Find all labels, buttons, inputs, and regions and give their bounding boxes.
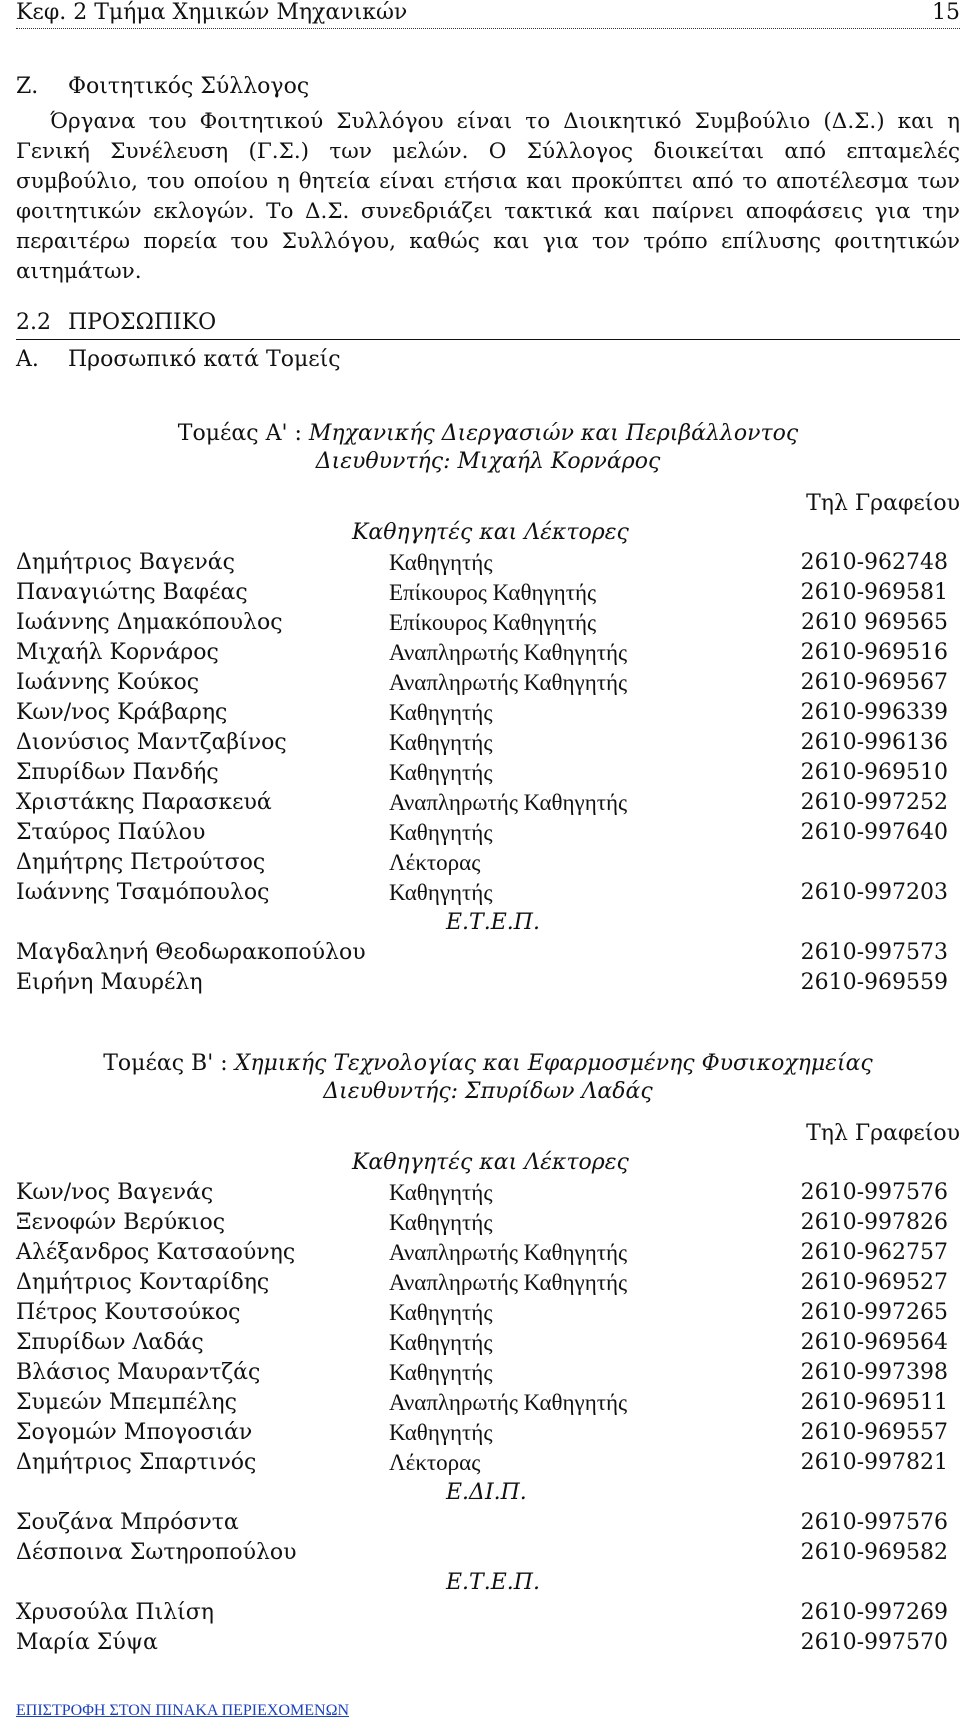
staff-rank: Αναπληρωτής Καθηγητής (389, 790, 628, 815)
staff-phone: 2610-969510 (800, 760, 948, 785)
staff-name: Πέτρος Κουτσούκος (16, 1300, 241, 1325)
faculty-group-header (16, 518, 960, 548)
sector-title (16, 420, 960, 448)
staff-name: Χριστάκης Παρασκευά (16, 790, 272, 815)
staff-row (16, 1448, 960, 1478)
staff-phone: 2610-997640 (800, 820, 948, 845)
faculty-group-header (16, 1148, 960, 1178)
student-union-paragraph (16, 107, 960, 287)
staff-phone: 2610-997269 (800, 1600, 948, 1625)
staff-phone: 2610-996339 (800, 700, 948, 725)
staff-row (16, 1298, 960, 1328)
sector-title (16, 1050, 960, 1078)
staff-name: Διονύσιος Μαντζαβίνος (16, 730, 287, 755)
staff-row (16, 938, 960, 968)
staff-name: Παναγιώτης Βαφέας (16, 580, 248, 605)
staff-row (16, 818, 960, 848)
sector-director: Διευθυντής: Μιχαήλ Κορνάρος (315, 449, 661, 474)
sector-name: Χημικής Τεχνολογίας και Εφαρμοσμένης Φυσικοχημείας (234, 1051, 873, 1076)
faculty-group-label: Καθηγητές και Λέκτορες (352, 1150, 629, 1175)
staff-row (16, 1178, 960, 1208)
staff-row (16, 1628, 960, 1658)
staff-row (16, 1268, 960, 1298)
subsection-letter: Ζ. (16, 74, 39, 99)
staff-row (16, 578, 960, 608)
chapter-title: Κεφ. 2 Τμήμα Χημικών Μηχανικών (16, 0, 408, 25)
staff-name: Κων/νος Κράβαρης (16, 700, 228, 725)
staff-rank: Λέκτορας (389, 1450, 481, 1475)
faculty-list (16, 1178, 960, 1478)
staff-phone: 2610-969516 (800, 640, 948, 665)
staff-phone: 2610-969581 (800, 580, 948, 605)
staff-rank: Αναπληρωτής Καθηγητής (389, 1270, 628, 1295)
subsection-title: Προσωπικό κατά Τομείς (68, 347, 341, 372)
sector-name: Μηχανικής Διεργασιών και Περιβάλλοντος (308, 421, 799, 446)
staff-phone: 2610-962757 (800, 1240, 948, 1265)
edip-group-header (16, 1478, 960, 1508)
etep-group-label: Ε.Τ.Ε.Π. (446, 910, 540, 935)
etep-list (16, 1598, 960, 1658)
faculty-group-label: Καθηγητές και Λέκτορες (352, 520, 629, 545)
staff-name: Δημήτρης Πετρούτσος (16, 850, 266, 875)
staff-phone: 2610-969564 (800, 1330, 948, 1355)
staff-name: Ιωάννης Κούκος (16, 670, 200, 695)
staff-rank: Καθηγητής (389, 1180, 493, 1205)
staff-name: Δέσποινα Σωτηροπούλου (16, 1540, 297, 1565)
back-to-contents-link[interactable]: ΕΠΙΣΤΡΟΦΗ ΣΤΟΝ ΠΙΝΑΚΑ ΠΕΡΙΕΧΟΜΕΝΩΝ (16, 1702, 350, 1719)
staff-row (16, 968, 960, 998)
etep-group-header (16, 908, 960, 938)
staff-phone: 2610-969527 (800, 1270, 948, 1295)
staff-phone: 2610-969567 (800, 670, 948, 695)
staff-row (16, 848, 960, 878)
staff-name: Ιωάννης Δημακόπουλος (16, 610, 283, 635)
staff-row (16, 1388, 960, 1418)
staff-rank: Καθηγητής (389, 550, 493, 575)
staff-name: Αλέξανδρος Κατσαούνης (16, 1240, 296, 1265)
phone-column-header: Τηλ Γραφείου (806, 1121, 960, 1146)
running-header (16, 0, 960, 26)
staff-name: Κων/νος Βαγενάς (16, 1180, 214, 1205)
staff-name: Δημήτριος Σπαρτινός (16, 1450, 257, 1475)
edip-group-label: Ε.ΔΙ.Π. (446, 1480, 527, 1505)
section-number: 2.2 (16, 310, 51, 335)
staff-rank: Επίκουρος Καθηγητής (389, 580, 597, 605)
header-divider (16, 28, 960, 29)
staff-phone: 2610-969582 (800, 1540, 948, 1565)
staff-row (16, 788, 960, 818)
staff-name: Ιωάννης Τσαμόπουλος (16, 880, 270, 905)
section-heading (16, 309, 960, 340)
staff-rank: Καθηγητής (389, 880, 493, 905)
staff-phone: 2610-997265 (800, 1300, 948, 1325)
subsection-letter: Α. (16, 347, 39, 372)
etep-list (16, 938, 960, 998)
staff-row (16, 758, 960, 788)
personnel-heading (16, 346, 960, 374)
staff-rank: Επίκουρος Καθηγητής (389, 610, 597, 635)
staff-rank: Αναπληρωτής Καθηγητής (389, 670, 628, 695)
staff-phone: 2610-969557 (800, 1420, 948, 1445)
staff-phone: 2610-997821 (800, 1450, 948, 1475)
staff-phone: 2610-997398 (800, 1360, 948, 1385)
staff-row (16, 1418, 960, 1448)
document-page (16, 0, 960, 1658)
staff-name: Σογομών Μπογοσιάν (16, 1420, 253, 1445)
staff-phone: 2610-997570 (800, 1630, 948, 1655)
staff-phone: 2610-997573 (800, 940, 948, 965)
staff-name: Δημήτριος Βαγενάς (16, 550, 235, 575)
sector-prefix: Τομέας Α' : (177, 421, 309, 446)
subsection-title: Φοιτητικός Σύλλογος (68, 74, 310, 99)
staff-name: Μαγδαληνή Θεοδωρακοπούλου (16, 940, 366, 965)
staff-rank: Καθηγητής (389, 1300, 493, 1325)
staff-rank: Λέκτορας (389, 850, 481, 875)
phone-column-header: Τηλ Γραφείου (806, 491, 960, 516)
staff-rank: Αναπληρωτής Καθηγητής (389, 1390, 628, 1415)
staff-name: Σταύρος Παύλου (16, 820, 206, 845)
etep-group-label: Ε.Τ.Ε.Π. (446, 1570, 540, 1595)
staff-rank: Καθηγητής (389, 1210, 493, 1235)
sector-prefix: Τομέας Β' : (103, 1051, 235, 1076)
staff-rank: Αναπληρωτής Καθηγητής (389, 1240, 628, 1265)
staff-rank: Καθηγητής (389, 1420, 493, 1445)
student-union-heading (16, 73, 960, 101)
staff-name: Βλάσιος Μαυραντζάς (16, 1360, 261, 1385)
staff-row (16, 1538, 960, 1568)
sector-director: Διευθυντής: Σπυρίδων Λαδάς (323, 1079, 653, 1104)
staff-phone: 2610-969511 (800, 1390, 948, 1415)
staff-row (16, 548, 960, 578)
staff-name: Σπυρίδων Λαδάς (16, 1330, 204, 1355)
sector-a (16, 420, 960, 998)
staff-rank: Αναπληρωτής Καθηγητής (389, 640, 628, 665)
staff-row (16, 608, 960, 638)
staff-row (16, 1208, 960, 1238)
staff-row (16, 1328, 960, 1358)
etep-group-header (16, 1568, 960, 1598)
staff-rank: Καθηγητής (389, 1360, 493, 1385)
staff-name: Σπυρίδων Πανδής (16, 760, 219, 785)
staff-phone: 2610-997576 (800, 1510, 948, 1535)
staff-row (16, 638, 960, 668)
staff-phone: 2610-997203 (800, 880, 948, 905)
edip-list (16, 1508, 960, 1568)
page-number: 15 (932, 0, 960, 25)
staff-phone: 2610-996136 (800, 730, 948, 755)
staff-row (16, 1598, 960, 1628)
staff-row (16, 728, 960, 758)
staff-name: Δημήτριος Κονταρίδης (16, 1270, 270, 1295)
staff-row (16, 878, 960, 908)
staff-name: Μιχαήλ Κορνάρος (16, 640, 219, 665)
staff-phone: 2610-997252 (800, 790, 948, 815)
staff-name: Χρυσούλα Πιλίση (16, 1600, 214, 1625)
staff-phone: 2610-962748 (800, 550, 948, 575)
staff-name: Σουζάνα Μπρόσντα (16, 1510, 239, 1535)
sector-b (16, 1050, 960, 1658)
paragraph-text: Όργανα του Φοιτητικού Συλλόγου είναι το Διοικητικό Συμβούλιο (Δ.Σ.) και η Γενική Συνέλευση (Γ.Σ.) των μελών. Ο Σύλλογος διοικείται από επταμελές συμβούλιο, του οποίου η θητεία είναι ετήσια και προκύπτει από το αποτέλεσμα των φοιτητικών εκλογών. Το Δ.Σ. συνεδριάζει τακτικά και παίρνει αποφάσεις για την περαιτέρω πορεία του Συλλόγου, καθώς και για τον τρόπο επίλυσης φοιτητικών αιτημάτων. (16, 109, 960, 284)
staff-name: Συμεών Μπεμπέλης (16, 1390, 237, 1415)
staff-rank: Καθηγητής (389, 760, 493, 785)
section-title: ΠΡΟΣΩΠΙΚΟ (68, 310, 217, 335)
staff-phone: 2610 969565 (801, 610, 948, 635)
staff-row (16, 1358, 960, 1388)
staff-row (16, 1508, 960, 1538)
staff-name: Ξενοφών Βερύκιος (16, 1210, 226, 1235)
staff-rank: Καθηγητής (389, 1330, 493, 1355)
staff-rank: Καθηγητής (389, 820, 493, 845)
staff-rank: Καθηγητής (389, 700, 493, 725)
staff-phone: 2610-997576 (800, 1180, 948, 1205)
staff-name: Μαρία Σύψα (16, 1630, 158, 1655)
faculty-list (16, 548, 960, 908)
staff-rank: Καθηγητής (389, 730, 493, 755)
staff-row (16, 1238, 960, 1268)
staff-phone: 2610-969559 (800, 970, 948, 995)
staff-row (16, 668, 960, 698)
staff-row (16, 698, 960, 728)
staff-name: Ειρήνη Μαυρέλη (16, 970, 203, 995)
staff-phone: 2610-997826 (800, 1210, 948, 1235)
